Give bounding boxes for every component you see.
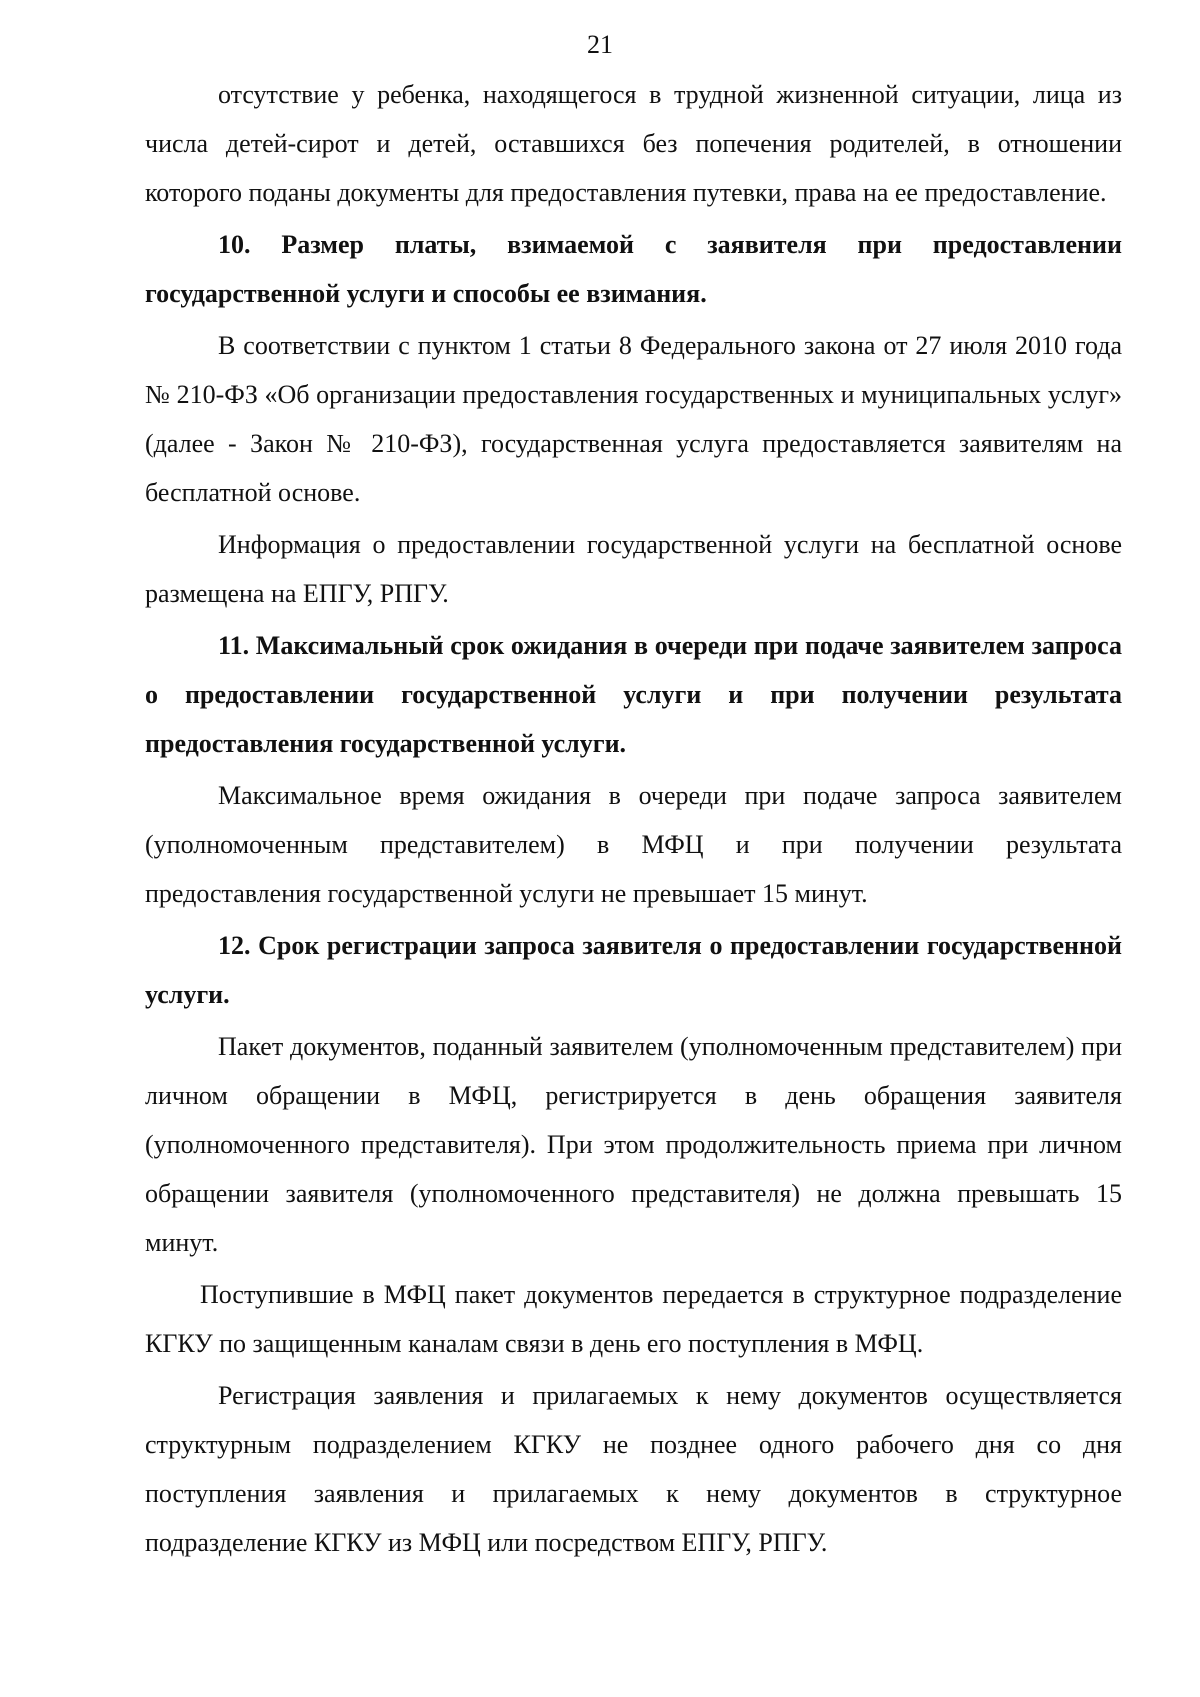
paragraph-max-waiting-time: Максимальное время ожидания в очереди при подаче запроса заявителем (уполномоченным представителем) в МФЦ и при получении результата предоставления государственной услуги не превышает 15 минут.: [145, 781, 1122, 908]
section-heading-10-fee: 10. Размер платы, взимаемой с заявителя при предоставлении государственной услуги и способы ее взимания.: [145, 230, 1122, 308]
paragraph-registration-deadline: Регистрация заявления и прилагаемых к нему документов осуществляется структурным подразделением КГКУ не позднее одного рабочего дня со дня поступления заявления и прилагаемых к нему документов в структурное подразделение КГКУ из МФЦ или посредством ЕПГУ, РПГУ.: [145, 1381, 1122, 1557]
document-body: [145, 70, 1122, 1570]
page-number: 21: [587, 30, 613, 59]
paragraph-free-service-info: Информация о предоставлении государственной услуги на бесплатной основе размещена на ЕПГУ, РПГУ.: [145, 530, 1122, 608]
section-heading-12-registration: 12. Срок регистрации запроса заявителя о предоставлении государственной услуги.: [145, 931, 1122, 1009]
section-heading-11-queue-time: 11. Максимальный срок ожидания в очереди при подаче заявителем запроса о предоставлении государственной услуги и при получении результата предоставления государственной услуги.: [145, 631, 1122, 758]
paragraph-orphan-status: отсутствие у ребенка, находящегося в трудной жизненной ситуации, лица из числа детей-сирот и детей, оставшихся без попечения родителей, в отношении которого поданы документы для предоставления путевки, права на ее предоставление.: [145, 80, 1122, 207]
paragraph-registration-mfc: Пакет документов, поданный заявителем (уполномоченным представителем) при личном обращении в МФЦ, регистрируется в день обращения заявителя (уполномоченного представителя). При этом продолжительность приема при личном обращении заявителя (уполномоченного представителя) не должна превышать 15 минут.: [145, 1032, 1122, 1257]
paragraph-documents-transfer: Поступившие в МФЦ пакет документов передается в структурное подразделение КГКУ по защищенным каналам связи в день его поступления в МФЦ.: [145, 1280, 1122, 1358]
paragraph-free-service-law: В соответствии с пунктом 1 статьи 8 Федерального закона от 27 июля 2010 года № 210-ФЗ «Об организации предоставления государственных и муниципальных услуг» (далее - Закон № 210-ФЗ), государственная услуга предоставляется заявителям на бесплатной основе.: [145, 331, 1122, 507]
